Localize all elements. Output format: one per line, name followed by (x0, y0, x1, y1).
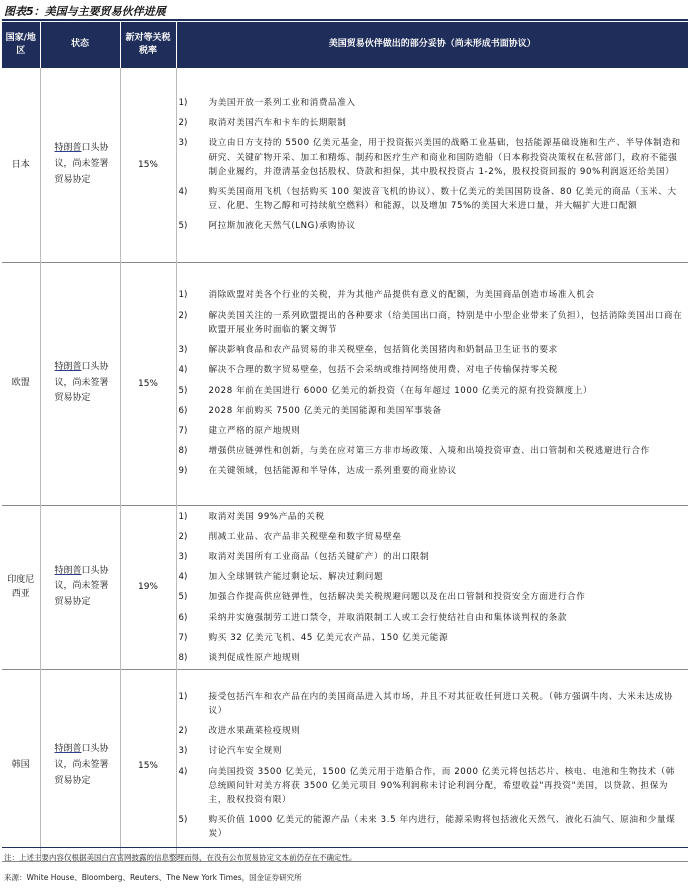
item-text: 解决影响食品和农产品贸易的非关税壁垒，包括简化美国猪肉和奶制品卫生证书的要求 (208, 345, 558, 356)
status-cell (40, 262, 120, 505)
item-text: 2028 年前在美国进行 6000 亿美元的新投资（在每年超过 1000 亿美元的原有投资额度上） (208, 385, 593, 396)
item-text: 取消对美国 99%产品的关税 (208, 511, 325, 522)
item-text: 采纳并实施强制劳工进口禁令，并取消限制工人或工会行使结社自由和集体谈判权的条款 (208, 612, 568, 623)
list-item (177, 384, 685, 398)
country-cell: 欧盟 (2, 262, 40, 505)
source-line: 来源：White House、Bloomberg、Reuters、The New York Times，国金证券研究所 (4, 873, 302, 882)
tariff-rate-cell: 19% (120, 505, 176, 670)
list-item (177, 116, 685, 130)
item-number: 7) (178, 425, 188, 436)
item-number: 2) (178, 531, 188, 542)
status-cell (40, 505, 120, 670)
item-number: 2) (178, 310, 188, 321)
item-number: 5) (178, 221, 188, 232)
list-item (177, 550, 685, 564)
item-text: 谈判促成性原产地规则 (208, 652, 301, 663)
list-item (177, 744, 685, 758)
item-number: 9) (178, 466, 188, 477)
item-text: 2028 年前购买 7500 亿美元的美国能源和美国军事装备 (208, 405, 442, 416)
list-item (177, 185, 685, 213)
concessions-cell (176, 68, 688, 262)
item-number: 4) (178, 572, 188, 583)
table-row (2, 670, 688, 862)
list-item (177, 444, 685, 458)
status-text: 口头协议，尚未签署贸易协定 (54, 744, 109, 786)
concessions-cell (176, 262, 688, 505)
concessions-list (177, 288, 685, 478)
list-item (177, 96, 685, 110)
item-text: 向美国投资 3500 亿美元，1500 亿美元用于造船合作，而 2000 亿美元将包括芯片、核电、电池和生物技术（韩总统顾问针对美方将获 3500 亿美元项目 90%利润称未讨论利润分配，希望收益"再投资"美国，以贷款、担保为主，股权投资有限） (208, 766, 675, 805)
list-item (177, 288, 685, 302)
figure-title: 图表5：美国与主要贸易伙伴进展 (4, 5, 166, 18)
concessions-list (177, 510, 685, 666)
country-cell: 日本 (2, 68, 40, 262)
list-item (177, 343, 685, 357)
item-number: 4) (178, 365, 188, 376)
list-item (177, 590, 685, 604)
item-text: 加强合作提高供应链弹性，包括解决美关税规避问题以及在出口管制和投资安全方面进行合作 (208, 592, 586, 603)
item-number: 3) (178, 746, 188, 757)
item-number: 1) (178, 97, 188, 108)
item-number: 4) (178, 766, 188, 777)
item-number: 2) (178, 726, 188, 737)
item-number: 7) (178, 632, 188, 643)
list-item (177, 309, 685, 337)
list-item (177, 363, 685, 377)
item-number: 3) (178, 345, 188, 356)
item-number: 3) (178, 138, 188, 149)
item-text: 解决不合理的数字贸易壁垒，包括不会采纳或维持网络使用费、对电子传输保持零关税 (208, 365, 558, 376)
list-item (177, 765, 685, 808)
list-item (177, 690, 685, 718)
tariff-rate-cell: 15% (120, 68, 176, 262)
item-number: 6) (178, 612, 188, 623)
country-cell: 印度尼西亚 (2, 505, 40, 670)
list-item (177, 424, 685, 438)
item-text: 购买美国商用飞机（包括购买 100 架波音飞机的协议）、数十亿美元的美国国防设备、80 亿美元的商品（玉米、大豆、化肥、生物乙醇和可持续航空燃料）和能源，以及增加 75%的美国大米进口量，并大幅扩大进口配额 (208, 186, 677, 212)
item-text: 在关键领域，包括能源和半导体，达成一系列重要的商业协议 (208, 466, 457, 477)
list-item (177, 631, 685, 645)
status-text: 口头协议，尚未签署贸易协定 (54, 143, 109, 185)
table-row (2, 262, 688, 505)
trade-partners-table (2, 22, 688, 862)
item-text: 取消对美国所有工业商品（包括关键矿产）的出口限制 (208, 551, 430, 562)
table-row (2, 68, 688, 262)
table-body (2, 68, 688, 862)
item-text: 阿拉斯加液化天然气(LNG)承购协议 (208, 221, 356, 232)
item-text: 讨论汽车安全规则 (208, 746, 283, 757)
concessions-list (177, 690, 685, 842)
list-item (177, 651, 685, 665)
item-number: 8) (178, 652, 188, 663)
header-concessions: 美国贸易伙伴做出的部分妥协（尚未形成书面协议） (176, 22, 688, 68)
item-number: 2) (178, 118, 188, 129)
concessions-list (177, 96, 685, 234)
item-number: 5) (178, 592, 188, 603)
concessions-cell (176, 505, 688, 670)
item-text: 为美国开放一系列工业和消费品准入 (208, 97, 356, 108)
list-item (177, 219, 685, 233)
item-number: 5) (178, 815, 188, 826)
table-header-row (2, 22, 688, 68)
item-text: 解决美国关注的一系列欧盟提出的各种要求（给美国出口商，特别是中小型企业带来了负担），包括消除美国出口商在欧盟开展业务时面临的繁文缛节 (208, 310, 683, 335)
item-text: 削减工业品、农产品非关税壁垒和数字贸易壁垒 (208, 531, 402, 542)
status-cell (40, 68, 120, 262)
item-number: 8) (178, 446, 188, 457)
list-item (177, 570, 685, 584)
header-country: 国家/地区 (2, 22, 40, 68)
status-underlined-text: 特朗普 (54, 565, 82, 576)
item-text: 改进水果蔬菜检疫规则 (208, 726, 301, 737)
list-item (177, 724, 685, 738)
status-underlined-text: 特朗普 (54, 143, 82, 154)
concessions-cell (176, 670, 688, 862)
item-text: 建立严格的原产地规则 (208, 425, 301, 436)
status-cell (40, 670, 120, 862)
item-text: 加入全球钢铁产能过剩论坛、解决过剩问题 (208, 572, 384, 583)
item-number: 1) (178, 290, 188, 301)
status-text: 口头协议，尚未签署贸易协定 (54, 565, 109, 608)
item-text: 购买价值 1000 亿美元的能源产品（未来 3.5 年内进行，能源采购将包括液化天然气、液化石油气、原油和少量煤炭） (208, 815, 676, 840)
item-number: 1) (178, 691, 188, 702)
item-number: 5) (178, 385, 188, 396)
status-underlined-text: 特朗普 (54, 361, 82, 372)
header-status: 状态 (40, 22, 120, 68)
header-rate: 新对等关税税率 (120, 22, 176, 68)
item-text: 取消对美国汽车和卡车的长期限制 (208, 118, 347, 129)
list-item (177, 530, 685, 544)
table-row (2, 505, 688, 670)
country-cell: 韩国 (2, 670, 40, 862)
item-text: 购买 32 亿美元飞机、45 亿美元农产品、150 亿美元能源 (208, 632, 449, 643)
item-text: 设立由日方支持的 5500 亿美元基金，用于投资振兴美国的战略工业基础，包括能源基础设施和生产、半导体制造和研究、关键矿物开采、加工和精炼、制药和医疗生产和商业和国防造船（日本称投资决策权在私营部门，政府不能强制企业履约，并澄清基金包括股权、贷款和担保，其中股权投资占 1-2%，股权投资回报的 90%利润返还给美国） (208, 138, 681, 177)
list-item (177, 404, 685, 418)
item-text: 接受包括汽车和农产品在内的美国商品进入其市场，并且不对其征收任何进口关税。（韩方强调牛肉、大米未达成协议） (208, 691, 674, 716)
item-number: 6) (178, 405, 188, 416)
status-text: 口头协议，尚未签署贸易协定 (54, 361, 109, 404)
item-text: 增强供应链弹性和创新，与美在应对第三方非市场政策、入境和出境投资审查、出口管制和关税逃避进行合作 (208, 446, 650, 457)
title-divider (2, 19, 688, 21)
footnote: 注：上述主要内容仅根据美国白宫官网披露的信息整理而得，在没有公布贸易协定文本前仍存在不确定性。 (4, 853, 357, 862)
list-item (177, 510, 685, 524)
item-text: 消除欧盟对美各个行业的关税，并为其他产品提供有意义的配额，为美国商品创造市场准入机会 (208, 290, 595, 301)
status-underlined-text: 特朗普 (54, 744, 82, 754)
list-item (177, 136, 685, 179)
footer-divider (2, 847, 688, 848)
list-item (177, 813, 685, 841)
item-number: 3) (178, 551, 188, 562)
item-number: 4) (178, 186, 188, 197)
tariff-rate-cell: 15% (120, 262, 176, 505)
tariff-rate-cell: 15% (120, 670, 176, 862)
list-item (177, 464, 685, 478)
item-number: 1) (178, 511, 188, 522)
list-item (177, 611, 685, 625)
